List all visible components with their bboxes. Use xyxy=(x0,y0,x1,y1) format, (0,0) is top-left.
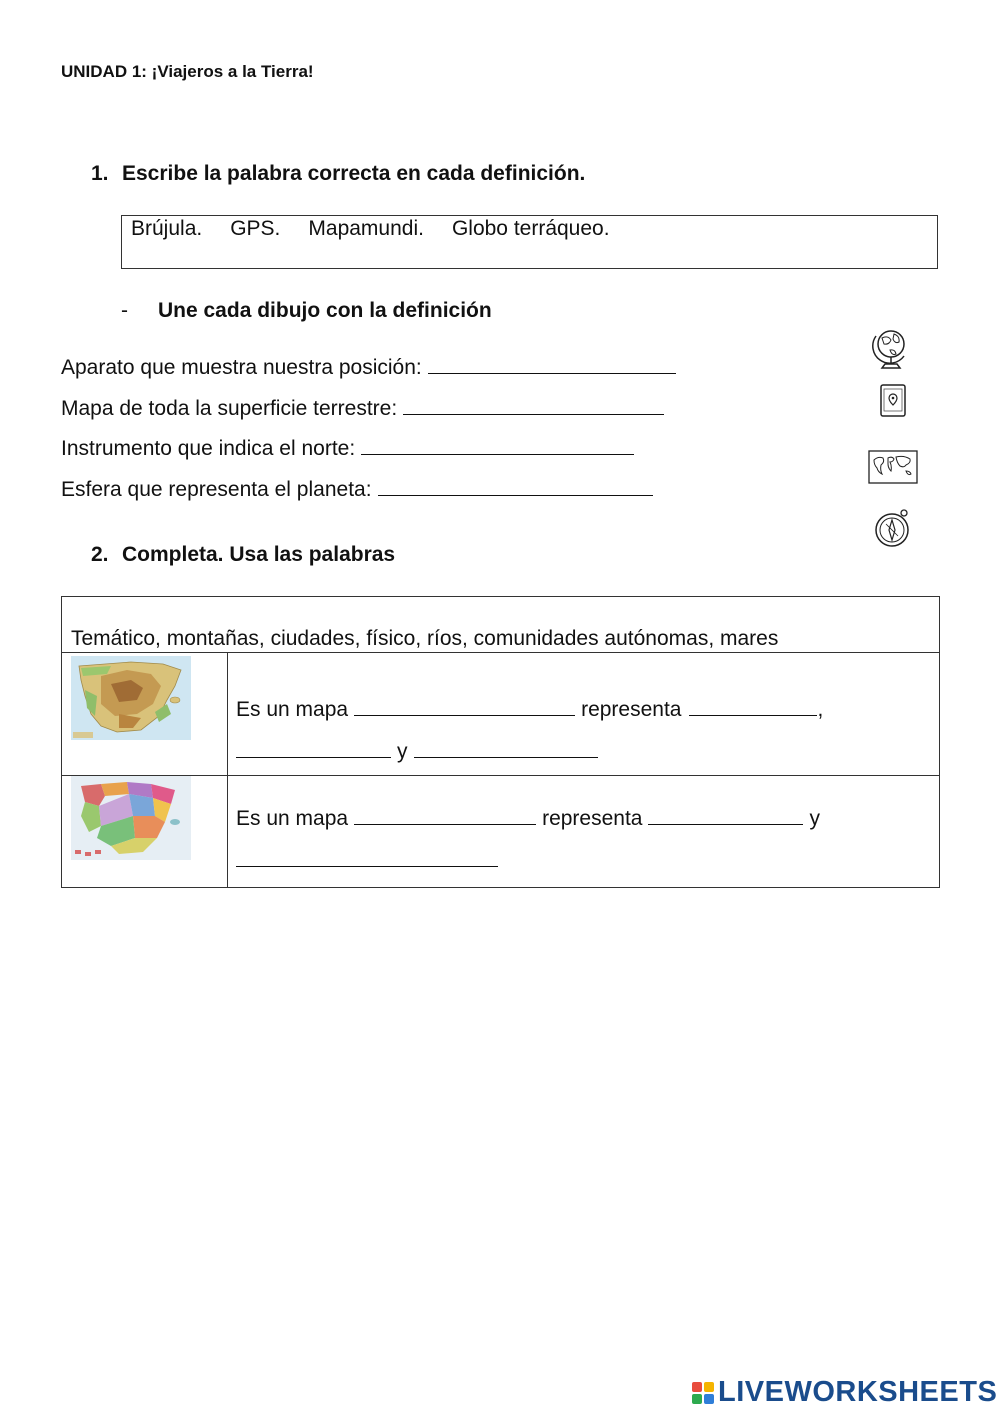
answer-blank[interactable] xyxy=(689,695,817,716)
sentence-line-2 xyxy=(236,846,498,873)
compass-icon[interactable] xyxy=(868,506,918,552)
definition-line xyxy=(61,353,676,380)
sentence-line-2 xyxy=(236,737,598,764)
word-item: Brújula. xyxy=(131,217,203,240)
sentence-line-1 xyxy=(236,804,820,831)
answer-blank[interactable] xyxy=(354,804,536,825)
table-row xyxy=(62,776,939,887)
sub-heading-dash: - xyxy=(121,299,128,322)
globe-icon[interactable] xyxy=(868,326,918,372)
answer-blank[interactable] xyxy=(236,737,391,758)
gps-tablet-icon[interactable] xyxy=(868,380,918,426)
sub-heading-text: Une cada dibujo con la definición xyxy=(158,299,492,322)
sentence-line-1 xyxy=(236,695,823,722)
word-box xyxy=(121,215,938,269)
definition-text: Aparato que muestra nuestra posición: xyxy=(61,356,422,379)
question-2-number: 2. xyxy=(91,543,109,566)
answer-blank[interactable] xyxy=(403,394,664,415)
definition-text: Instrumento que indica el norte: xyxy=(61,437,356,460)
definition-text: Esfera que representa el planeta: xyxy=(61,478,372,501)
answer-blank[interactable] xyxy=(414,737,598,758)
answer-blank[interactable] xyxy=(648,804,803,825)
question-2-title xyxy=(91,543,395,567)
word-bank: Temático, montañas, ciudades, físico, ríos, comunidades autónomas, mares xyxy=(71,627,779,650)
word-item: GPS. xyxy=(230,217,281,240)
answer-blank[interactable] xyxy=(354,695,575,716)
question-2-text: Completa. Usa las palabras xyxy=(122,543,396,566)
sentence-comma: , xyxy=(817,698,824,721)
brand-square xyxy=(704,1382,714,1392)
answer-blank[interactable] xyxy=(378,475,653,496)
word-item: Mapamundi. xyxy=(308,217,424,240)
definition-line xyxy=(61,475,653,502)
word-item: Globo terráqueo. xyxy=(451,217,610,240)
brand-text: LIVEWORKSHEETS xyxy=(718,1376,998,1408)
sentence-mid: representa xyxy=(542,807,643,830)
sentence-y: y xyxy=(809,807,820,830)
sentence-cell xyxy=(228,776,939,887)
sentence-mid: representa xyxy=(581,698,682,721)
unit-title: UNIDAD 1: ¡Viajeros a la Tierra! xyxy=(61,62,314,81)
sentence-y: y xyxy=(397,740,408,763)
sentence-cell xyxy=(228,653,939,775)
completion-table xyxy=(61,596,940,888)
brand-square xyxy=(692,1394,702,1404)
political-map-image xyxy=(62,776,228,887)
sentence-pre: Es un mapa xyxy=(236,698,349,721)
definition-line xyxy=(61,394,664,421)
definition-line xyxy=(61,434,634,461)
liveworksheets-logo xyxy=(692,1376,997,1409)
sentence-pre: Es un mapa xyxy=(236,807,349,830)
world-map-icon[interactable] xyxy=(868,446,918,492)
sub-heading xyxy=(121,299,492,323)
answer-blank[interactable] xyxy=(236,846,498,867)
question-1-text: Escribe la palabra correcta en cada definición. xyxy=(122,162,586,185)
question-1-title xyxy=(91,162,585,186)
table-row xyxy=(62,653,939,776)
answer-blank[interactable] xyxy=(428,353,676,374)
brand-mark-icon xyxy=(692,1382,714,1404)
word-bank-row xyxy=(62,597,939,653)
brand-square xyxy=(692,1382,702,1392)
question-1-number: 1. xyxy=(91,162,109,185)
definition-text: Mapa de toda la superficie terrestre: xyxy=(61,397,398,420)
physical-map-image xyxy=(62,653,228,775)
answer-blank[interactable] xyxy=(361,434,634,455)
brand-square xyxy=(704,1394,714,1404)
